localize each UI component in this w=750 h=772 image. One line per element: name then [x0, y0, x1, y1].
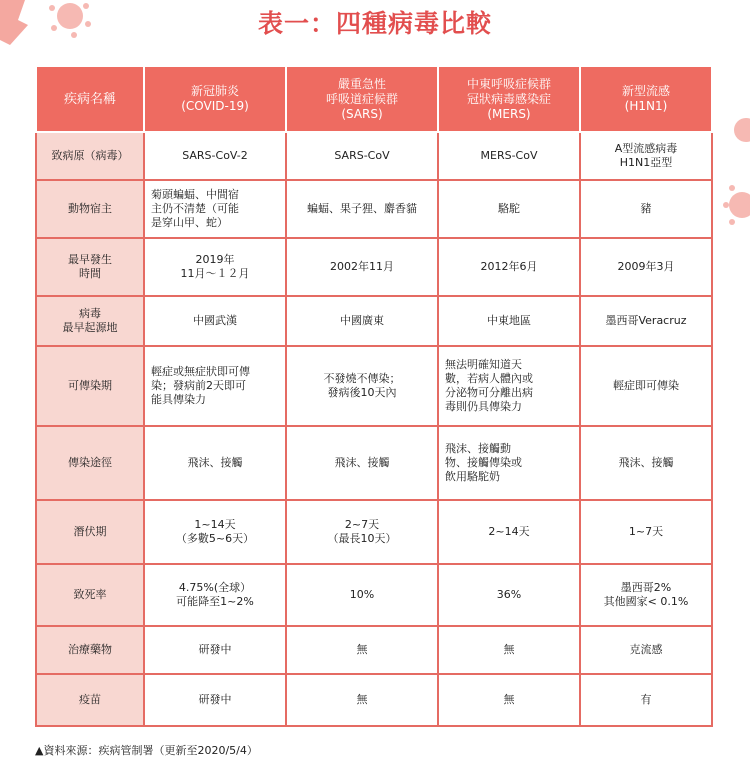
row-label: 病毒 最早起源地: [36, 296, 144, 346]
table-cell: 無: [286, 626, 438, 674]
table-cell: 2~14天: [438, 500, 580, 564]
table-cell: 墨西哥Veracruz: [580, 296, 712, 346]
table-cell: 1~7天: [580, 500, 712, 564]
row-label: 可傳染期: [36, 346, 144, 426]
header-corner: 疾病名稱: [36, 66, 144, 132]
table-cell: 飛沫、接觸: [144, 426, 286, 500]
table-row: [36, 132, 712, 180]
table-row: [36, 674, 712, 726]
table-cell: 36%: [438, 564, 580, 626]
table-row: [36, 296, 712, 346]
table-cell: 墨西哥2% 其他國家< 0.1%: [580, 564, 712, 626]
table-cell: 克流感: [580, 626, 712, 674]
table-cell: 飛沫、接觸: [580, 426, 712, 500]
table-cell: 1~14天 （多數5~6天）: [144, 500, 286, 564]
table-cell: SARS-CoV: [286, 132, 438, 180]
table-cell: SARS-CoV-2: [144, 132, 286, 180]
table-cell: 2~7天 （最長10天）: [286, 500, 438, 564]
row-label: 致病原（病毒）: [36, 132, 144, 180]
table-cell: MERS-CoV: [438, 132, 580, 180]
header-disease: 新冠肺炎 (COVID-19): [144, 66, 286, 132]
comparison-table: [35, 65, 713, 727]
virus-decoration-right: [712, 100, 750, 260]
table-cell: 中國武漢: [144, 296, 286, 346]
table-cell: 研發中: [144, 674, 286, 726]
table-cell: 輕症或無症狀即可傳 染；發病前2天即可 能具傳染力: [144, 346, 286, 426]
table-cell: 2012年6月: [438, 238, 580, 296]
table-row: [36, 238, 712, 296]
table-cell: 飛沫、接觸動 物、接觸傳染或 飲用駱駝奶: [438, 426, 580, 500]
table-row: [36, 564, 712, 626]
row-label: 治療藥物: [36, 626, 144, 674]
table-cell: 中東地區: [438, 296, 580, 346]
table-cell: 研發中: [144, 626, 286, 674]
row-label: 潛伏期: [36, 500, 144, 564]
table-cell: 無: [286, 674, 438, 726]
table-header-row: [36, 66, 712, 132]
page-title: 表一：四種病毒比較: [257, 9, 492, 38]
row-label: 最早發生 時間: [36, 238, 144, 296]
table-cell: 輕症即可傳染: [580, 346, 712, 426]
table-cell: 駱駝: [438, 180, 580, 238]
header-disease: 中東呼吸症候群 冠狀病毒感染症 (MERS): [438, 66, 580, 132]
source-note: ▲資料來源：疾病管制署（更新至2020/5/4）: [35, 744, 258, 757]
table-row: [36, 346, 712, 426]
table-cell: 無: [438, 626, 580, 674]
table-row: [36, 626, 712, 674]
row-label: 動物宿主: [36, 180, 144, 238]
table-cell: 2009年3月: [580, 238, 712, 296]
table-cell: 中國廣東: [286, 296, 438, 346]
row-label: 傳染途徑: [36, 426, 144, 500]
table-cell: 無法明確知道天 數，若病人體內或 分泌物可分離出病 毒則仍具傳染力: [438, 346, 580, 426]
table-cell: 2019年 11月～１２月: [144, 238, 286, 296]
table-row: [36, 180, 712, 238]
table-cell: 無: [438, 674, 580, 726]
row-label: 疫苗: [36, 674, 144, 726]
table-cell: 不發燒不傳染； 發病後10天內: [286, 346, 438, 426]
header-disease: 嚴重急性 呼吸道症候群 (SARS): [286, 66, 438, 132]
header-disease: 新型流感 (H1N1): [580, 66, 712, 132]
table-cell: 豬: [580, 180, 712, 238]
table-cell: 飛沫、接觸: [286, 426, 438, 500]
row-label: 致死率: [36, 564, 144, 626]
table-cell: 2002年11月: [286, 238, 438, 296]
table-cell: 蝙蝠、果子狸、麝香貓: [286, 180, 438, 238]
table-cell: 有: [580, 674, 712, 726]
table-cell: 4.75%(全球） 可能降至1~2%: [144, 564, 286, 626]
table-row: [36, 426, 712, 500]
table-row: [36, 500, 712, 564]
table-cell: 菊頭蝙蝠、中間宿 主仍不清楚（可能 是穿山甲、蛇）: [144, 180, 286, 238]
table-cell: 10%: [286, 564, 438, 626]
table-cell: A型流感病毒 H1N1亞型: [580, 132, 712, 180]
